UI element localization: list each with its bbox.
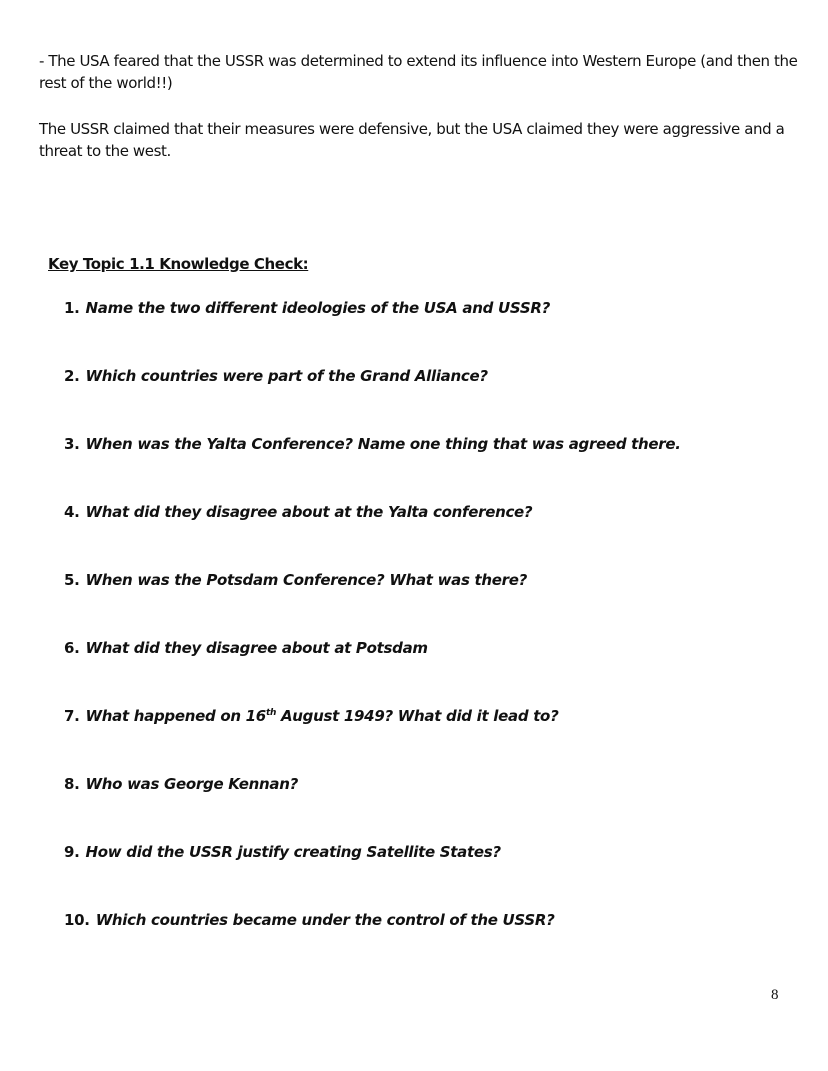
- paragraph-ussr-claims: The USSR claimed that their measures were defensive, but the USA claimed they were aggressive and a threat to the west.: [39, 120, 785, 160]
- question-7: 7. What happened on 16th August 1949? What did it lead to?: [64, 707, 559, 725]
- question-6: 6. What did they disagree about at Potsdam: [64, 639, 428, 657]
- page-number: 8: [771, 987, 779, 1003]
- question-8: 8. Who was George Kennan?: [64, 775, 298, 793]
- question-2: 2. Which countries were part of the Grand Alliance?: [64, 367, 488, 385]
- question-10: 10. Which countries became under the control of the USSR?: [64, 911, 555, 929]
- question-9: 9. How did the USSR justify creating Satellite States?: [64, 843, 501, 861]
- question-1: 1. Name the two different ideologies of the USA and USSR?: [64, 299, 550, 317]
- section-heading: Key Topic 1.1 Knowledge Check:: [48, 255, 309, 273]
- paragraph-usa-fears: - The USA feared that the USSR was determined to extend its influence into Western Europe (and then the rest of the world!!): [39, 52, 798, 92]
- question-5: 5. When was the Potsdam Conference? What was there?: [64, 571, 528, 589]
- question-4: 4. What did they disagree about at the Yalta conference?: [64, 503, 533, 521]
- question-3: 3. When was the Yalta Conference? Name one thing that was agreed there.: [64, 435, 681, 453]
